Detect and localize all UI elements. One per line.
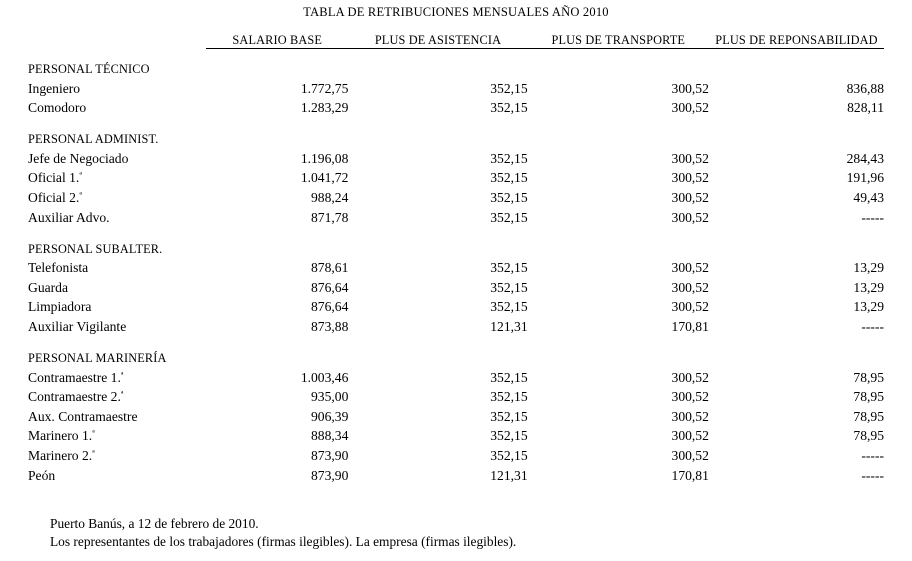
- cell-salario-base: 1.283,29: [300, 100, 349, 116]
- cell-salario-base: 1.772,75: [300, 80, 349, 96]
- section-header-row: [28, 132, 884, 147]
- cell-plus-asistencia: 352,15: [490, 209, 528, 225]
- row-label: [28, 186, 206, 206]
- cell-plus-responsabilidad: 78,95: [853, 369, 884, 385]
- section-gap-row: [28, 226, 884, 242]
- cell-plus-transporte: 300,52: [671, 150, 709, 166]
- cell-plus-asistencia: 352,15: [490, 100, 528, 116]
- ordinal-superscript: ª: [120, 369, 124, 380]
- row-label-text: Auxiliar Vigilante: [28, 318, 127, 334]
- cell-plus-asistencia: 352,15: [490, 150, 528, 166]
- row-label-text: Ingeniero: [28, 80, 81, 96]
- footer-place-date: Puerto Banús, a 12 de febrero de 2010.: [50, 516, 259, 531]
- cell-salario-base: 888,34: [311, 428, 349, 444]
- cell-plus-asistencia: 352,15: [490, 299, 528, 315]
- cell-plus-asistencia: 352,15: [490, 428, 528, 444]
- cell-plus-responsabilidad: 284,43: [846, 150, 884, 166]
- row-label: [28, 167, 206, 187]
- row-label-text: Limpiadora: [28, 299, 92, 315]
- cell-plus-transporte: 300,52: [671, 170, 709, 186]
- cell-plus-transporte: 300,52: [671, 189, 709, 205]
- cell-plus-transporte: 300,52: [671, 209, 709, 225]
- column-header-plus-responsabilidad: PLUS DE REPONSABILIDAD: [709, 33, 884, 49]
- cell-plus-responsabilidad: 13,29: [853, 299, 884, 315]
- footer-signatures: Los representantes de los trabajadores (firmas ilegibles). La empresa (firmas ilegibles).: [50, 534, 517, 549]
- table-row: [28, 77, 884, 97]
- cell-plus-transporte: 170,81: [671, 318, 709, 334]
- section-title: PERSONAL SUBALTER.: [28, 241, 163, 256]
- section-header-row: [28, 351, 884, 366]
- cell-plus-asistencia: 352,15: [490, 170, 528, 186]
- ordinal-superscript: ª: [92, 448, 95, 459]
- cell-plus-asistencia: 121,31: [490, 318, 528, 334]
- table-row: [28, 464, 884, 484]
- cell-plus-asistencia: 352,15: [490, 389, 528, 405]
- cell-salario-base: 873,88: [311, 318, 349, 334]
- row-label-text: Oficial 1.: [28, 170, 80, 186]
- cell-plus-transporte: 300,52: [671, 80, 709, 96]
- ordinal-superscript: ª: [79, 190, 82, 201]
- row-label-text: Aux. Contramaestre: [28, 408, 138, 424]
- section-gap-cell: [28, 226, 884, 242]
- row-label-text: Telefonista: [28, 260, 89, 276]
- column-header-plus-transporte: PLUS DE TRANSPORTE: [528, 33, 709, 49]
- table-row: [28, 366, 884, 386]
- section-title: PERSONAL TÉCNICO: [28, 62, 150, 76]
- retributions-table: [28, 33, 884, 484]
- cell-salario-base: 876,64: [311, 299, 349, 315]
- table-row: [28, 276, 884, 296]
- row-label-text: Oficial 2.: [28, 189, 80, 205]
- cell-plus-transporte: 300,52: [671, 447, 709, 463]
- row-label-text: Guarda: [28, 279, 69, 295]
- table-row: [28, 444, 884, 464]
- row-label-text: Marinero 2.: [28, 447, 93, 463]
- cell-plus-transporte: 170,81: [671, 467, 709, 483]
- row-label: [28, 315, 206, 335]
- cell-plus-transporte: 300,52: [671, 299, 709, 315]
- row-label-text: Comodoro: [28, 100, 87, 116]
- cell-plus-responsabilidad: 78,95: [853, 408, 884, 424]
- cell-plus-responsabilidad: 191,96: [846, 170, 884, 186]
- row-label: [28, 147, 206, 167]
- cell-salario-base: 1.003,46: [300, 369, 349, 385]
- cell-salario-base: 1.196,08: [300, 150, 349, 166]
- cell-salario-base: 873,90: [311, 467, 349, 483]
- section-header-row: [28, 242, 884, 257]
- cell-salario-base: 906,39: [311, 408, 349, 424]
- table-row: [28, 186, 884, 206]
- section-gap-row: [28, 116, 884, 132]
- cell-plus-asistencia: 352,15: [490, 369, 528, 385]
- section-gap-cell: [28, 335, 884, 351]
- cell-plus-asistencia: 352,15: [490, 189, 528, 205]
- table-header: [28, 33, 884, 62]
- table-row: [28, 97, 884, 117]
- ordinal-superscript: ª: [79, 170, 82, 181]
- cell-salario-base: 871,78: [311, 209, 349, 225]
- page-title: TABLA DE RETRIBUCIONES MENSUALES AÑO 2010: [303, 5, 609, 19]
- table-body: [28, 62, 884, 484]
- table-row: [28, 315, 884, 335]
- cell-salario-base: 988,24: [311, 189, 349, 205]
- row-label-text: Contramaestre 1.: [28, 369, 121, 385]
- row-label: [28, 464, 206, 484]
- row-label: [28, 276, 206, 296]
- column-header-salario-base: SALARIO BASE: [206, 33, 348, 49]
- table-row: [28, 147, 884, 167]
- row-label: [28, 296, 206, 316]
- section-gap-cell: [28, 116, 884, 132]
- row-label-text: Auxiliar Advo.: [28, 209, 110, 225]
- row-label: [28, 386, 206, 406]
- cell-plus-responsabilidad: 13,29: [853, 279, 884, 295]
- cell-plus-responsabilidad: -----: [861, 318, 884, 334]
- row-label: [28, 77, 206, 97]
- row-label: [28, 206, 206, 226]
- cell-plus-responsabilidad: 828,11: [847, 100, 884, 116]
- cell-plus-responsabilidad: 78,95: [853, 428, 884, 444]
- cell-plus-responsabilidad: -----: [861, 209, 884, 225]
- table-row: [28, 167, 884, 187]
- table-row: [28, 257, 884, 277]
- cell-plus-responsabilidad: 49,43: [853, 189, 884, 205]
- column-header-category: [28, 33, 206, 49]
- cell-salario-base: 935,00: [311, 389, 349, 405]
- cell-plus-asistencia: 352,15: [490, 80, 528, 96]
- row-label: [28, 444, 206, 464]
- column-header-plus-asistencia: PLUS DE ASISTENCIA: [348, 33, 527, 49]
- cell-plus-transporte: 300,52: [671, 260, 709, 276]
- cell-plus-responsabilidad: -----: [861, 447, 884, 463]
- ordinal-superscript: ª: [120, 389, 124, 400]
- cell-plus-responsabilidad: 836,88: [846, 80, 884, 96]
- table-header-row: [28, 33, 884, 49]
- row-label-text: Contramaestre 2.: [28, 389, 121, 405]
- cell-plus-transporte: 300,52: [671, 389, 709, 405]
- ordinal-superscript: ª: [92, 428, 95, 439]
- cell-plus-responsabilidad: 13,29: [853, 260, 884, 276]
- cell-plus-transporte: 300,52: [671, 428, 709, 444]
- row-label: [28, 405, 206, 425]
- row-label: [28, 366, 206, 386]
- cell-plus-responsabilidad: 78,95: [853, 389, 884, 405]
- cell-plus-transporte: 300,52: [671, 408, 709, 424]
- section-title: PERSONAL ADMINIST.: [28, 132, 159, 147]
- row-label-text: Peón: [28, 467, 56, 483]
- row-label: [28, 97, 206, 117]
- table-row: [28, 425, 884, 445]
- row-label-text: Marinero 1.: [28, 428, 93, 444]
- section-gap-row: [28, 335, 884, 351]
- cell-plus-transporte: 300,52: [671, 279, 709, 295]
- cell-plus-asistencia: 352,15: [490, 260, 528, 276]
- table-row: [28, 386, 884, 406]
- table-row: [28, 405, 884, 425]
- footer-block: [50, 515, 516, 551]
- cell-salario-base: 876,64: [311, 279, 349, 295]
- cell-plus-asistencia: 352,15: [490, 408, 528, 424]
- cell-plus-responsabilidad: -----: [861, 467, 884, 483]
- row-label: [28, 257, 206, 277]
- section-header-row: [28, 62, 884, 77]
- header-spacer-cell: [28, 49, 884, 63]
- cell-plus-asistencia: 352,15: [490, 279, 528, 295]
- cell-salario-base: 878,61: [311, 260, 349, 276]
- section-title: PERSONAL MARINERÍA: [28, 350, 167, 365]
- header-spacer-row: [28, 49, 884, 63]
- cell-salario-base: 873,90: [311, 447, 349, 463]
- cell-plus-transporte: 300,52: [671, 100, 709, 116]
- cell-plus-transporte: 300,52: [671, 369, 709, 385]
- cell-plus-asistencia: 121,31: [490, 467, 528, 483]
- table-row: [28, 296, 884, 316]
- cell-plus-asistencia: 352,15: [490, 447, 528, 463]
- cell-salario-base: 1.041,72: [300, 170, 349, 186]
- row-label: [28, 425, 206, 445]
- table-row: [28, 206, 884, 226]
- row-label-text: Jefe de Negociado: [28, 150, 129, 166]
